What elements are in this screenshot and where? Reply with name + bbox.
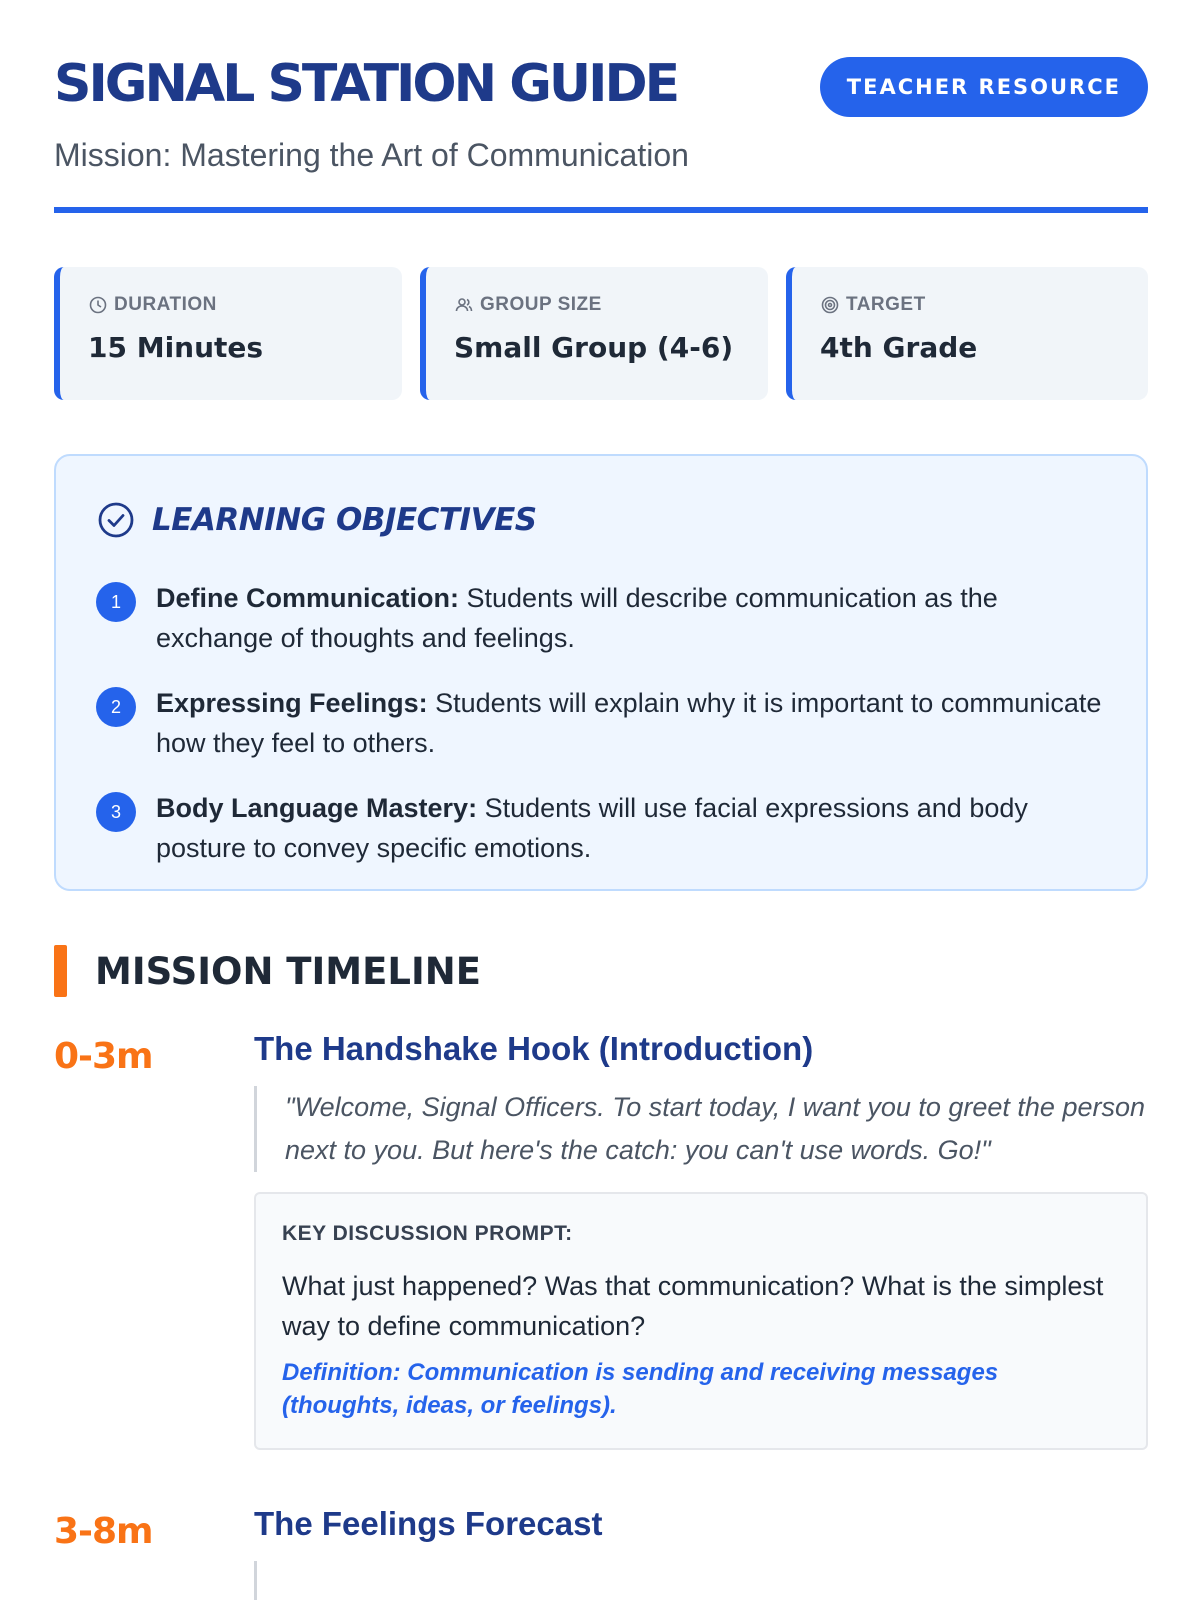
timeline-title: MISSION TIMELINE <box>95 949 481 993</box>
timeline-heading <box>54 945 481 997</box>
objective-text <box>156 578 1106 658</box>
objective-term: Body Language Mastery: <box>156 793 478 823</box>
page-subtitle: Mission: Mastering the Art of Communication <box>54 137 689 173</box>
objective-term: Define Communication: <box>156 583 460 613</box>
objectives-heading <box>96 500 1106 540</box>
stat-label-text: DURATION <box>114 294 217 315</box>
objective-number: 2 <box>96 687 136 727</box>
objectives-list <box>96 578 1106 868</box>
stat-label-duration <box>88 294 402 316</box>
timeline-body <box>254 1030 1148 1450</box>
prompt-text: What just happened? Was that communication? What is the simplest way to define communication? <box>282 1271 1104 1341</box>
timeline-accent-bar <box>54 945 67 997</box>
quote-border-stub <box>254 1561 1148 1600</box>
stat-label-target <box>820 294 1148 316</box>
header-divider <box>54 207 1148 213</box>
timeline-time: 0-3m <box>54 1036 153 1077</box>
objective-text <box>156 788 1106 868</box>
target-icon <box>820 295 840 315</box>
objective-item <box>96 683 1106 763</box>
stat-value-duration: 15 Minutes <box>88 331 264 364</box>
users-icon <box>454 295 474 315</box>
teacher-resource-badge: TEACHER RESOURCE <box>820 57 1148 117</box>
stat-card-target <box>786 267 1148 400</box>
stat-card-duration <box>54 267 402 400</box>
stat-cards <box>54 267 1148 400</box>
stat-value-target: 4th Grade <box>820 331 978 364</box>
objective-item <box>96 578 1106 658</box>
objective-item <box>96 788 1106 868</box>
definition-text: Definition: Communication is sending and receiving messages (thoughts, ideas, or feelings). <box>282 1359 999 1419</box>
stat-card-group-size <box>420 267 768 400</box>
objective-description: Students will use facial expressions and body posture to convey specific emotions. <box>156 793 1028 863</box>
objective-description: Students will describe communication as the exchange of thoughts and feelings. <box>156 583 998 653</box>
objective-text <box>156 683 1106 763</box>
objective-term: Expressing Feelings: <box>156 688 428 718</box>
timeline-time: 3-8m <box>54 1511 153 1552</box>
objective-number: 3 <box>96 792 136 832</box>
timeline-body <box>254 1505 1148 1600</box>
check-circle-icon <box>96 500 136 540</box>
objective-number: 1 <box>96 582 136 622</box>
stat-label-text: TARGET <box>846 294 926 315</box>
learning-objectives-panel <box>54 454 1148 891</box>
page-title: SIGNAL STATION GUIDE <box>54 54 678 114</box>
objectives-title: LEARNING OBJECTIVES <box>152 502 537 538</box>
objective-description: Students will explain why it is important to communicate how they feel to others. <box>156 688 1102 758</box>
timeline-step-title: The Feelings Forecast <box>254 1505 603 1542</box>
timeline-step-title: The Handshake Hook (Introduction) <box>254 1030 814 1067</box>
lesson-guide-page <box>54 0 1148 1552</box>
page-header <box>54 0 1148 213</box>
stat-label-group-size <box>454 294 768 316</box>
teacher-script-quote: "Welcome, Signal Officers. To start today, I want you to greet the person next to you. But here's the catch: you can't use words. Go!" <box>254 1086 1148 1172</box>
clock-icon <box>88 295 108 315</box>
discussion-prompt-box <box>254 1192 1148 1450</box>
stat-value-group-size: Small Group (4-6) <box>454 331 734 364</box>
prompt-label: KEY DISCUSSION PROMPT: <box>282 1222 573 1245</box>
stat-label-text: GROUP SIZE <box>480 294 602 315</box>
